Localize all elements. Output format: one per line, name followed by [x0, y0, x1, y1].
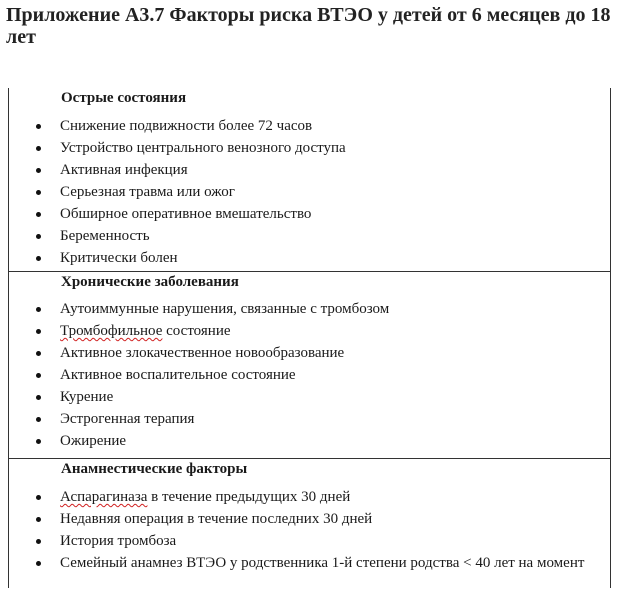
bullet-icon [36, 307, 41, 312]
list-item-text: Аутоиммунные нарушения, связанные с тромбозом [60, 301, 390, 317]
bullet-icon [36, 517, 41, 522]
bullet-icon [36, 256, 41, 261]
list-item-text: Обширное оперативное вмешательство [60, 206, 312, 222]
list-item [9, 530, 610, 552]
list-item [9, 225, 610, 247]
list-item-text [60, 486, 350, 508]
bullet-icon [36, 124, 41, 129]
bullet-icon [36, 395, 41, 400]
list-item [9, 364, 610, 386]
bullet-icon [36, 417, 41, 422]
bullet-list [9, 298, 610, 452]
list-item [9, 159, 610, 181]
bullet-icon [36, 212, 41, 217]
list-item-text: Активное воспалительное состояние [60, 367, 296, 383]
bullet-icon [36, 329, 41, 334]
bullet-icon [36, 561, 41, 566]
list-item [9, 342, 610, 364]
list-item [9, 137, 610, 159]
section-heading: Анамнестические факторы [61, 461, 248, 477]
bullet-icon [36, 539, 41, 544]
list-item-text: Эстрогенная терапия [60, 411, 195, 427]
bullet-icon [36, 495, 41, 500]
list-item-text: Снижение подвижности более 72 часов [60, 118, 313, 134]
list-item [9, 203, 610, 225]
list-item-text: Активная инфекция [60, 162, 188, 178]
spellcheck-flagged-word: Аспарагиназа [60, 489, 148, 505]
list-item-text: Недавняя операция в течение последних 30 дней [60, 511, 373, 527]
bullet-list [9, 486, 610, 574]
list-item [9, 386, 610, 408]
list-item [9, 408, 610, 430]
bullet-icon [36, 351, 41, 356]
section-heading: Острые состояния [61, 90, 187, 106]
list-item-text: Беременность [60, 228, 150, 244]
risk-factors-table [8, 88, 611, 588]
list-item-text: Критически болен [60, 250, 178, 266]
list-item-text: История тромбоза [60, 533, 177, 549]
section-chronic-diseases [9, 271, 610, 459]
list-item [9, 486, 610, 508]
bullet-list [9, 115, 610, 269]
list-item-text: Устройство центрального венозного доступа [60, 140, 346, 156]
section-anamnestic-factors [9, 458, 610, 589]
list-item [9, 430, 610, 452]
list-item [9, 298, 610, 320]
list-item-text: Семейный анамнез ВТЭО у родственника 1-й степени родства < 40 лет на момент [60, 555, 585, 571]
bullet-icon [36, 190, 41, 195]
document-title: Приложение А3.7 Факторы риска ВТЭО у детей от 6 месяцев до 18 лет [6, 4, 611, 48]
list-item-text [60, 320, 231, 342]
list-item [9, 181, 610, 203]
bullet-icon [36, 146, 41, 151]
list-item [9, 508, 610, 530]
list-item-text-rest: в течение предыдущих 30 дней [147, 489, 351, 505]
list-item-text-rest: состояние [162, 323, 231, 339]
bullet-icon [36, 373, 41, 378]
bullet-icon [36, 234, 41, 239]
section-acute-conditions [9, 88, 610, 271]
list-item [9, 320, 610, 342]
bullet-icon [36, 439, 41, 444]
list-item-text: Активное злокачественное новообразование [60, 345, 345, 361]
list-item [9, 115, 610, 137]
section-heading: Хронические заболевания [61, 274, 239, 290]
spellcheck-flagged-word: Тромбофильное [60, 323, 163, 339]
list-item-text: Курение [60, 389, 114, 405]
list-item-text: Серьезная травма или ожог [60, 184, 235, 200]
bullet-icon [36, 168, 41, 173]
list-item-text: Ожирение [60, 433, 127, 449]
list-item [9, 552, 610, 574]
list-item [9, 247, 610, 269]
